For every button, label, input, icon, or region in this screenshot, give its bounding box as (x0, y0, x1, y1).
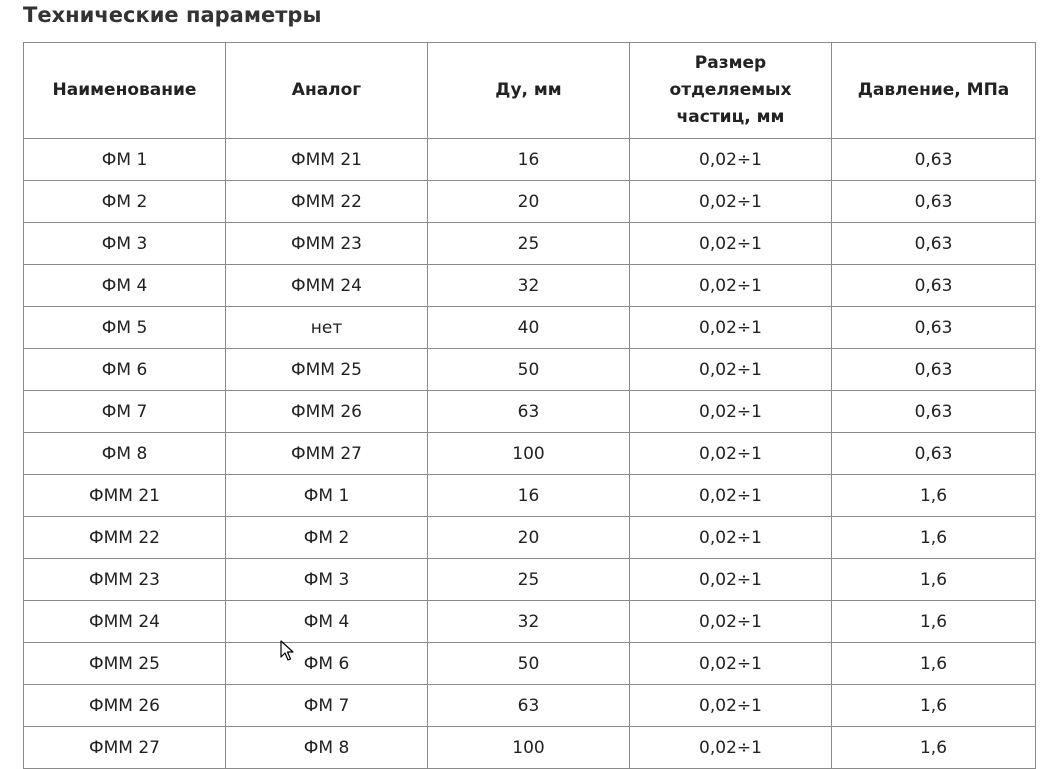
table-row (24, 139, 1036, 181)
table-cell: ФМ 2 (226, 517, 428, 559)
column-header: Аналог (226, 43, 428, 139)
table-cell: 0,02÷1 (630, 601, 832, 643)
spec-table (23, 42, 1036, 769)
table-cell: 0,63 (832, 391, 1036, 433)
table-cell: ФММ 25 (226, 349, 428, 391)
table-row (24, 433, 1036, 475)
table-cell: ФММ 21 (226, 139, 428, 181)
table-cell: 1,6 (832, 727, 1036, 769)
table-cell: 0,02÷1 (630, 349, 832, 391)
table-cell: ФМ 8 (24, 433, 226, 475)
table-cell: 20 (428, 181, 630, 223)
table-cell: ФММ 23 (24, 559, 226, 601)
header-row (24, 43, 1036, 139)
table-cell: 32 (428, 265, 630, 307)
table-cell: 1,6 (832, 517, 1036, 559)
table-header (24, 43, 1036, 139)
table-row (24, 391, 1036, 433)
table-cell: 100 (428, 433, 630, 475)
table-cell: 0,63 (832, 349, 1036, 391)
table-cell: 25 (428, 559, 630, 601)
table-row (24, 601, 1036, 643)
table-cell: 100 (428, 727, 630, 769)
table-cell: ФММ 22 (226, 181, 428, 223)
table-body (24, 139, 1036, 769)
table-cell: ФММ 25 (24, 643, 226, 685)
column-header: Наименование (24, 43, 226, 139)
table-cell: ФММ 27 (24, 727, 226, 769)
table-cell: ФМ 1 (226, 475, 428, 517)
table-cell: 0,63 (832, 433, 1036, 475)
table-cell: 20 (428, 517, 630, 559)
table-cell: ФМ 6 (24, 349, 226, 391)
table-cell: ФММ 23 (226, 223, 428, 265)
table-cell: ФМ 4 (226, 601, 428, 643)
table-cell: 0,02÷1 (630, 307, 832, 349)
table-cell: 0,02÷1 (630, 223, 832, 265)
page-title: Технические параметры (23, 3, 322, 27)
table-cell: 40 (428, 307, 630, 349)
table-cell: 16 (428, 475, 630, 517)
table-row (24, 307, 1036, 349)
table-cell: ФММ 24 (24, 601, 226, 643)
table-cell: ФМ 4 (24, 265, 226, 307)
table-cell: нет (226, 307, 428, 349)
table-cell: 32 (428, 601, 630, 643)
table-row (24, 349, 1036, 391)
table-row (24, 685, 1036, 727)
mouse-cursor-icon (280, 640, 294, 662)
table-cell: 0,02÷1 (630, 181, 832, 223)
table-cell: ФМ 8 (226, 727, 428, 769)
table-cell: 0,63 (832, 307, 1036, 349)
table-cell: ФМ 3 (226, 559, 428, 601)
table-cell: 50 (428, 643, 630, 685)
table-cell: ФМ 1 (24, 139, 226, 181)
table-cell: 0,02÷1 (630, 391, 832, 433)
table-cell: 0,02÷1 (630, 685, 832, 727)
table-row (24, 727, 1036, 769)
table-cell: 1,6 (832, 601, 1036, 643)
table-cell: ФММ 26 (24, 685, 226, 727)
table-cell: ФМ 6 (226, 643, 428, 685)
column-header: Давление, МПа (832, 43, 1036, 139)
table-cell: 0,02÷1 (630, 559, 832, 601)
table-cell: 16 (428, 139, 630, 181)
table-row (24, 223, 1036, 265)
table-cell: ФММ 21 (24, 475, 226, 517)
table-row (24, 517, 1036, 559)
table-cell: 0,02÷1 (630, 265, 832, 307)
table-cell: ФММ 22 (24, 517, 226, 559)
table-cell: ФММ 27 (226, 433, 428, 475)
table-cell: 0,63 (832, 265, 1036, 307)
table-cell: ФММ 24 (226, 265, 428, 307)
table-cell: 0,02÷1 (630, 727, 832, 769)
table-row (24, 643, 1036, 685)
table-cell: 0,63 (832, 139, 1036, 181)
table-cell: 0,02÷1 (630, 475, 832, 517)
table-row (24, 559, 1036, 601)
table-cell: 50 (428, 349, 630, 391)
table-cell: 25 (428, 223, 630, 265)
table-cell: ФМ 2 (24, 181, 226, 223)
table-cell: 1,6 (832, 559, 1036, 601)
table-row (24, 181, 1036, 223)
table-cell: 63 (428, 391, 630, 433)
table-cell: 0,02÷1 (630, 139, 832, 181)
column-header: Ду, мм (428, 43, 630, 139)
table-cell: ФММ 26 (226, 391, 428, 433)
table-cell: 0,02÷1 (630, 643, 832, 685)
table-cell: 1,6 (832, 643, 1036, 685)
table-cell: ФМ 7 (226, 685, 428, 727)
table-cell: 1,6 (832, 685, 1036, 727)
table-cell: 63 (428, 685, 630, 727)
table-cell: 0,02÷1 (630, 517, 832, 559)
table-row (24, 475, 1036, 517)
table-cell: 1,6 (832, 475, 1036, 517)
table-cell: ФМ 5 (24, 307, 226, 349)
table-cell: 0,63 (832, 223, 1036, 265)
table-cell: ФМ 7 (24, 391, 226, 433)
table-row (24, 265, 1036, 307)
table-cell: 0,02÷1 (630, 433, 832, 475)
column-header: Размер отделяемых частиц, мм (630, 43, 832, 139)
table-cell: 0,63 (832, 181, 1036, 223)
table-cell: ФМ 3 (24, 223, 226, 265)
